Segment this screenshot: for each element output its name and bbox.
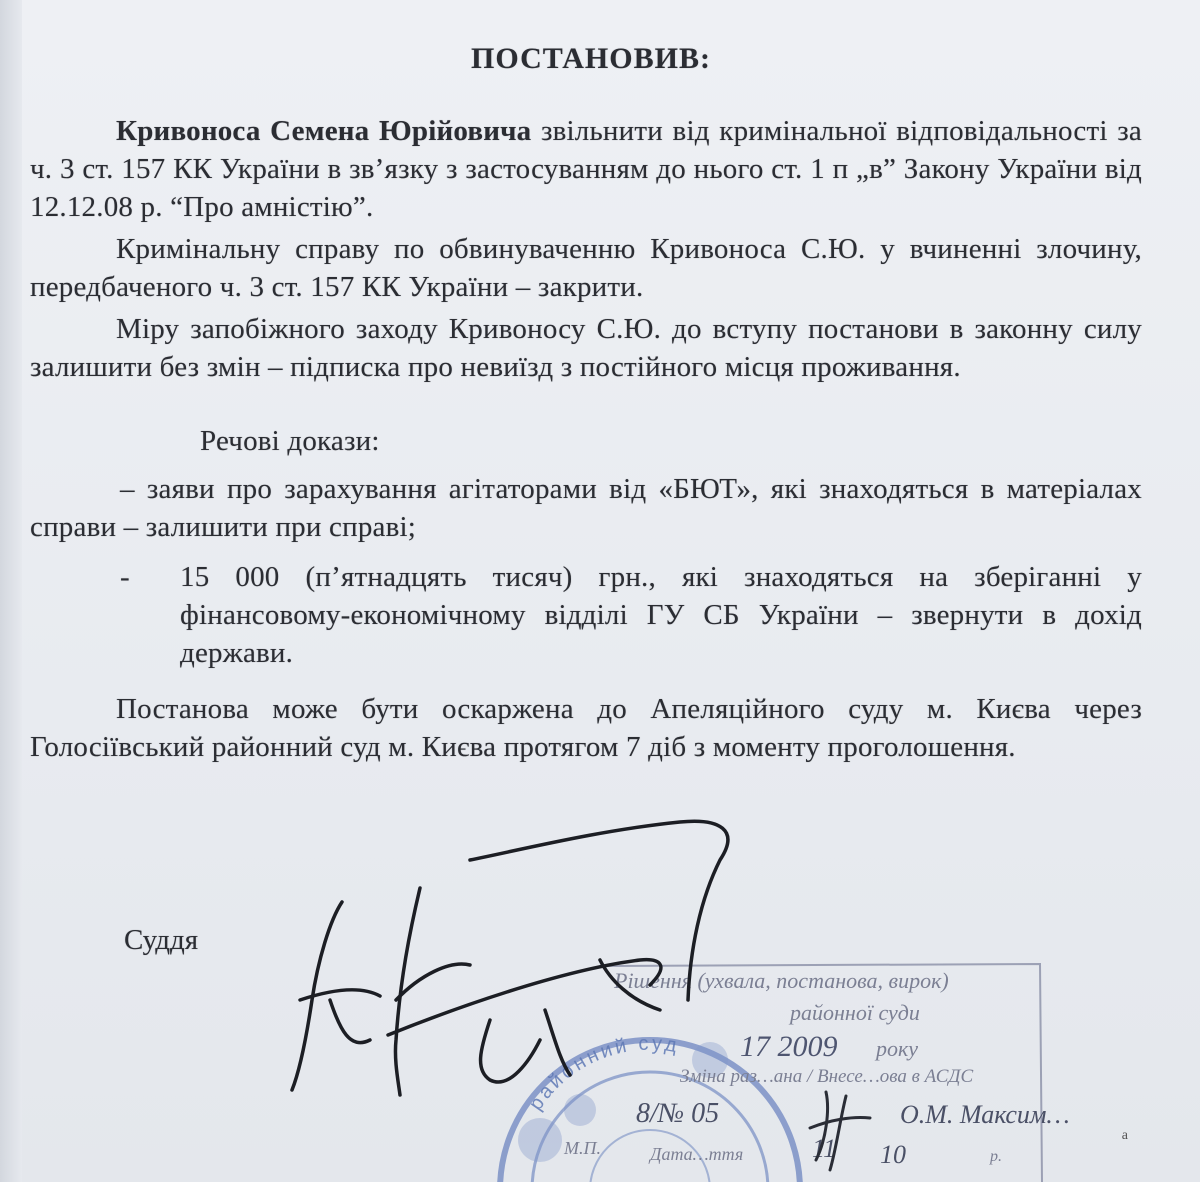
stamp-date-label: Дата…ття	[650, 1144, 744, 1164]
stamp-line-1: Рішення (ухвала, постанова, вирок)	[614, 968, 949, 993]
document-body	[30, 40, 1142, 766]
stamp-day: 11	[812, 1134, 837, 1163]
document-title: ПОСТАНОВИВ:	[471, 42, 711, 75]
certification-stamp	[564, 960, 1090, 1182]
stamp-registry-number: 8/№ 05	[636, 1098, 720, 1129]
paragraph-preventive-measure: Міру запобіжного заходу Кривоносу С.Ю. до вступу постанови в законну силу залишити без змін – підписка про невиїзд з постійного місця проживання.	[30, 313, 1142, 383]
scan-edge	[0, 0, 22, 1182]
paragraph-appeal: Постанова може бути оскаржена до Апеляційного суду м. Києва через Голосіївський районний суд м. Києва протягом 7 діб з моменту проголошення.	[30, 693, 1142, 763]
stamp-date: 17 2009	[740, 1030, 838, 1063]
judge-label: Суддя	[124, 924, 199, 956]
paragraph-release	[30, 112, 1142, 226]
paragraph-case-closed: Кримінальну справу по обвинуваченню Кривоноса С.Ю. у вчиненні злочину, передбаченого ч. 3 ст. 157 КК України – закрити.	[30, 233, 1142, 303]
seal-text: районний суд	[524, 1032, 682, 1115]
stamp-month: 10	[880, 1140, 906, 1169]
evidence-item	[30, 558, 1142, 672]
stamp-mp: М.П.	[564, 1138, 601, 1158]
evidence-heading: Речові докази:	[200, 425, 380, 457]
stamp-clerk-name: О.М. Максим…	[900, 1100, 1070, 1129]
stamp-year-suffix: р.	[990, 1148, 1002, 1165]
page-mark: а	[1121, 1128, 1128, 1143]
paragraph-release-text: звільнити від кримінальної відповідальності за ч. 3 ст. 157 КК України в зв’язку з застосуванням до нього ст. 1 п „в” Закону України від 12.12.08 р. “Про амністію”.	[30, 115, 1142, 223]
stamp-line-4: Зміна раз…ана / Внесе…ова в АСДС	[680, 1066, 974, 1087]
defendant-name: Кривоноса Семена Юрійовича	[116, 115, 532, 147]
stamp-line-2: районної суди	[790, 1000, 920, 1025]
stamp-date-suffix: року	[876, 1036, 919, 1061]
evidence-item: – заяви про зарахування агітаторами від «БЮТ», які знаходяться в матеріалах справи – залишити при справі;	[30, 473, 1142, 543]
evidence-item-text: 15 000 (п’ятнадцять тисяч) грн., які знаходяться на зберіганні у фінансовому-економічному відділі ГУ СБ України – звернути в дохід держави.	[180, 561, 1142, 669]
list-dash: -	[120, 561, 130, 593]
